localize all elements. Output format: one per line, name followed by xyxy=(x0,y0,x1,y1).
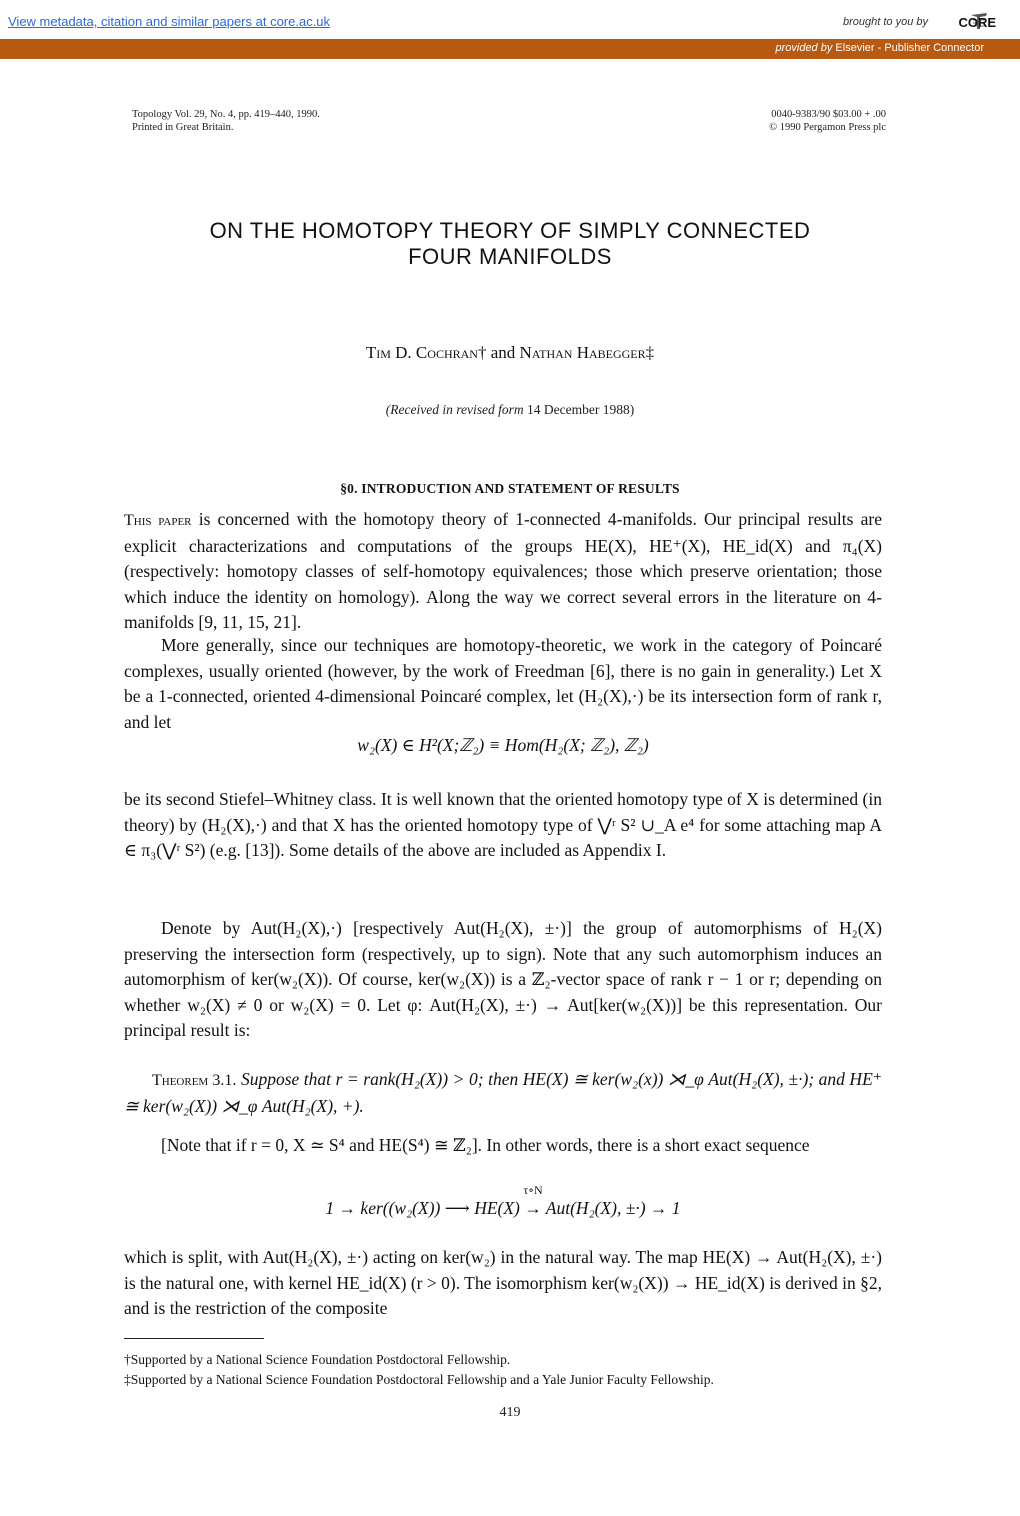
received-date xyxy=(0,402,1020,418)
provider-bar xyxy=(0,39,1020,59)
author-1: Tim D. Cochran† xyxy=(365,343,487,362)
equation-1: w₂(X) ∈ H²(X;ℤ₂) ≡ Hom(H₂(X; ℤ₂), ℤ₂) xyxy=(357,735,649,755)
paragraph-4: Denote by Aut(H₂(X),·) [respectively Aut(H₂(X), ±·)] the group of automorphisms of H₂(X) preserving the intersection form (respectively, up to sign). Note that any such automorphism induces an automorphism of ker(w₂(X)). Of course, ker(w₂(X)) is a ℤ₂-vector space of rank r − 1 or r; depending on whether w₂(X) ≠ 0 or w₂(X) = 0. Let φ: Aut(H₂(X), ±·) → Aut[ker(w₂(X))] be this representation. Our principal result is: xyxy=(124,918,882,1040)
footnote-divider xyxy=(124,1338,264,1339)
provided-by xyxy=(775,42,984,54)
footnote-1: †Supported by a National Science Foundation Postdoctoral Fellowship. xyxy=(124,1352,511,1367)
journal-printed: Printed in Great Britain. xyxy=(132,122,234,133)
author-2: Nathan Habegger‡ xyxy=(519,343,655,362)
paragraph-5: [Note that if r = 0, X ≃ S⁴ and HE(S⁴) ≅ ℤ₂]. In other words, there is a short exact sequence xyxy=(161,1135,810,1155)
journal-info xyxy=(132,108,320,134)
theorem-text: Suppose that r = rank(H₂(X)) > 0; then HE(X) ≅ ker(w₂(x)) ⋊_φ Aut(H₂(X), ±·); and HE⁺ ≅ ker(w₂(X)) ⋊_φ Aut(H₂(X), +). xyxy=(124,1069,882,1116)
received-prefix: (Received in revised form xyxy=(385,402,524,417)
paragraph-6: which is split, with Aut(H₂(X), ±·) acting on ker(w₂) in the natural way. The map HE(X) → Aut(H₂(X), ±·) is the natural one, with kernel HE_id(X) (r > 0). The isomorphism ker(w₂(X)) → HE_id(X) is derived in §2, and is the restriction of the composite xyxy=(124,1247,882,1318)
provider-link[interactable]: Elsevier - Publisher Connector xyxy=(835,42,984,54)
footnote-2: ‡Supported by a National Science Foundation Postdoctoral Fellowship and a Yale Junior Faculty Fellowship. xyxy=(124,1372,714,1387)
paragraph-1-text: is concerned with the homotopy theory of 1-connected 4-manifolds. Our principal results are explicit characterizations and computations of the groups HE(X), HE⁺(X), HE_id(X) and π₄(X) (respectively: homotopy classes of self-homotopy equivalences; those which preserve orientation; those which induce the identity on homology). Along the way we correct several errors in the literature on 4-manifolds [9, 11, 15, 21]. xyxy=(124,509,882,632)
paragraph-2: More generally, since our techniques are homotopy-theoretic, we work in the category of Poincaré complexes, usually oriented (however, by the work of Freedman [6], there is no gain in generality.) Let X be a 1-connected, oriented 4-dimensional Poincaré complex, let (H₂(X),·) be its intersection form of rank r, and let xyxy=(124,635,882,732)
core-label: CORE xyxy=(958,15,996,30)
author-connector: and xyxy=(490,343,516,362)
title-line-1: ON THE HOMOTOPY THEORY OF SIMPLY CONNECTED xyxy=(209,218,811,243)
equation-2-label: τ∘N xyxy=(523,1183,543,1197)
paragraph-1 xyxy=(124,507,882,636)
authors xyxy=(0,343,1020,363)
journal-code: 0040-9383/90 $03.00 + .00 xyxy=(771,109,886,120)
core-banner xyxy=(0,0,1020,40)
paragraph-lead: This paper xyxy=(124,512,192,529)
journal-code-block xyxy=(769,108,886,134)
title-line-2: FOUR MANIFOLDS xyxy=(408,244,612,269)
theorem-label: Theorem 3.1. xyxy=(152,1072,237,1089)
section-heading: §0. INTRODUCTION AND STATEMENT OF RESULTS xyxy=(340,481,680,496)
metadata-link[interactable]: View metadata, citation and similar papers at core.ac.uk xyxy=(8,14,331,29)
page-number: 419 xyxy=(499,1405,521,1420)
received-value: 14 December 1988) xyxy=(526,402,635,417)
equation-2: 1 → ker((w₂(X)) ⟶ HE(X) → Aut(H₂(X), ±·) → 1 xyxy=(325,1198,681,1218)
footnotes xyxy=(124,1350,884,1390)
brought-by-label: brought to you by xyxy=(842,16,928,28)
paragraph-3: be its second Stiefel–Whitney class. It is well known that the oriented homotopy type of X is determined (in theory) by (H₂(X),·) and that X has the oriented homotopy type of ⋁ʳ S² ∪_A e⁴ for some attaching map A ∈ π₃(⋁ʳ S²) (e.g. [13]). Some details of the above are included as Appendix I. xyxy=(124,789,882,860)
provided-prefix: provided by xyxy=(775,42,833,54)
theorem xyxy=(124,1067,882,1119)
journal-copyright: © 1990 Pergamon Press plc xyxy=(769,122,886,133)
paper-title xyxy=(0,218,1020,270)
journal-citation: Topology Vol. 29, No. 4, pp. 419–440, 1990. xyxy=(132,109,320,120)
